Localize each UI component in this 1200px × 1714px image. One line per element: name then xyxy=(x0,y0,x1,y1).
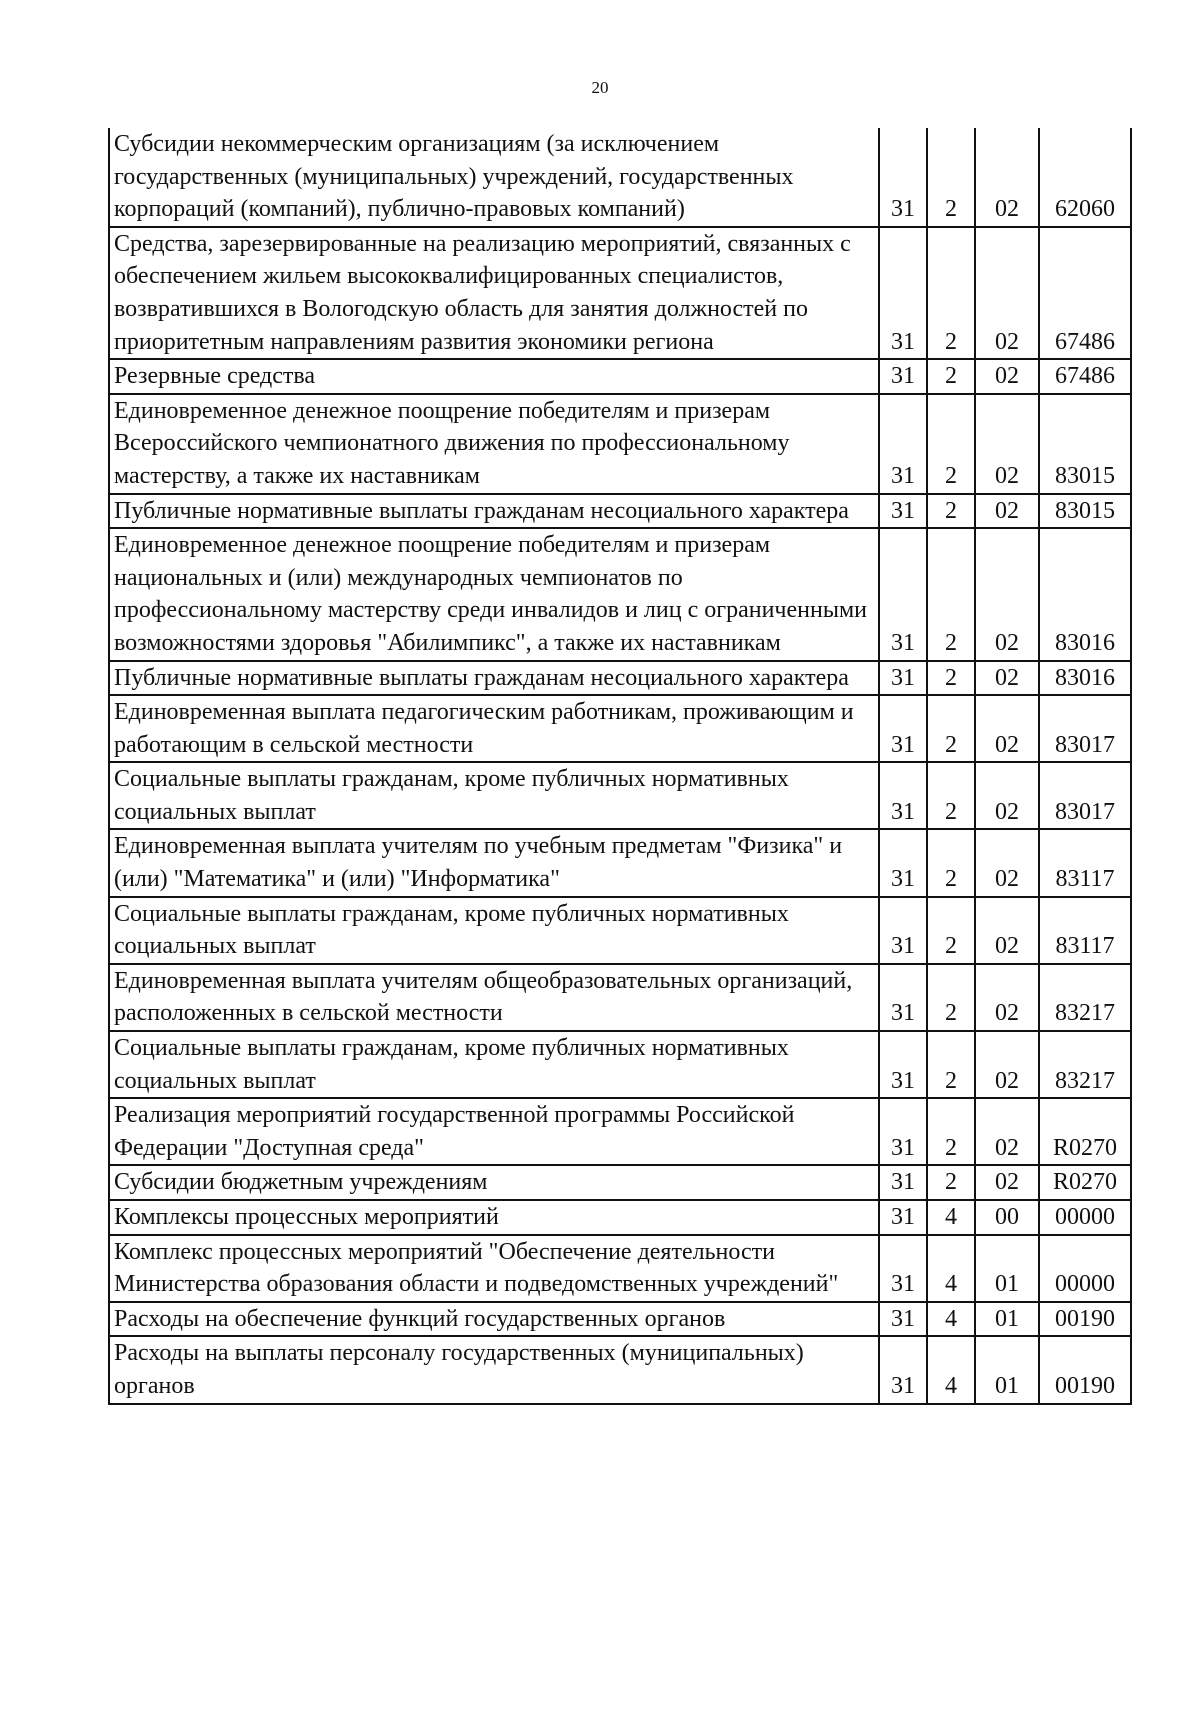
code-cell-4: 83017 xyxy=(1039,762,1131,829)
table-row xyxy=(109,1302,1131,1337)
code-cell-1: 31 xyxy=(879,829,927,896)
table-row xyxy=(109,1031,1131,1098)
code-cell-4: 00000 xyxy=(1039,1200,1131,1235)
code-cell-4: 83016 xyxy=(1039,661,1131,696)
row-name-cell: Реализация мероприятий государственной программы Российской Федерации "Доступная среда" xyxy=(109,1098,879,1165)
table-row xyxy=(109,494,1131,529)
table-row xyxy=(109,1235,1131,1302)
code-cell-2: 4 xyxy=(927,1200,975,1235)
code-cell-4: 83117 xyxy=(1039,829,1131,896)
code-cell-2: 2 xyxy=(927,1031,975,1098)
code-cell-2: 2 xyxy=(927,227,975,359)
code-cell-3: 02 xyxy=(975,829,1039,896)
code-cell-1: 31 xyxy=(879,1336,927,1403)
code-cell-4: 83217 xyxy=(1039,964,1131,1031)
row-name-cell: Единовременное денежное поощрение победителям и призерам Всероссийского чемпионатного движения по профессиональному мастерству, а также их наставникам xyxy=(109,394,879,494)
code-cell-4: 83015 xyxy=(1039,494,1131,529)
code-cell-3: 02 xyxy=(975,528,1039,660)
code-cell-1: 31 xyxy=(879,897,927,964)
code-cell-3: 02 xyxy=(975,494,1039,529)
row-name-cell: Расходы на выплаты персоналу государственных (муниципальных) органов xyxy=(109,1336,879,1403)
code-cell-1: 31 xyxy=(879,1302,927,1337)
code-cell-3: 02 xyxy=(975,762,1039,829)
code-cell-1: 31 xyxy=(879,1200,927,1235)
code-cell-1: 31 xyxy=(879,1235,927,1302)
code-cell-4: 62060 xyxy=(1039,128,1131,227)
code-cell-3: 02 xyxy=(975,695,1039,762)
table-row xyxy=(109,661,1131,696)
code-cell-3: 01 xyxy=(975,1235,1039,1302)
code-cell-1: 31 xyxy=(879,227,927,359)
code-cell-2: 2 xyxy=(927,1098,975,1165)
code-cell-2: 2 xyxy=(927,1165,975,1200)
code-cell-3: 02 xyxy=(975,394,1039,494)
code-cell-2: 2 xyxy=(927,128,975,227)
code-cell-4: 83217 xyxy=(1039,1031,1131,1098)
code-cell-3: 02 xyxy=(975,1031,1039,1098)
table-row xyxy=(109,1336,1131,1403)
table-row xyxy=(109,964,1131,1031)
code-cell-4: 67486 xyxy=(1039,227,1131,359)
row-name-cell: Единовременная выплата учителям по учебным предметам "Физика" и (или) "Математика" и (или) "Информатика" xyxy=(109,829,879,896)
code-cell-4: 83015 xyxy=(1039,394,1131,494)
code-cell-1: 31 xyxy=(879,1098,927,1165)
code-cell-3: 02 xyxy=(975,227,1039,359)
table-row xyxy=(109,1165,1131,1200)
code-cell-1: 31 xyxy=(879,128,927,227)
code-cell-4: R0270 xyxy=(1039,1098,1131,1165)
table-row xyxy=(109,528,1131,660)
code-cell-1: 31 xyxy=(879,1165,927,1200)
code-cell-1: 31 xyxy=(879,394,927,494)
code-cell-2: 2 xyxy=(927,695,975,762)
code-cell-4: 67486 xyxy=(1039,359,1131,394)
code-cell-3: 02 xyxy=(975,1165,1039,1200)
code-cell-3: 02 xyxy=(975,897,1039,964)
code-cell-1: 31 xyxy=(879,661,927,696)
table-row xyxy=(109,128,1131,227)
table-row xyxy=(109,829,1131,896)
row-name-cell: Социальные выплаты гражданам, кроме публичных нормативных социальных выплат xyxy=(109,762,879,829)
row-name-cell: Средства, зарезервированные на реализацию мероприятий, связанных с обеспечением жильем высококвалифицированных специалистов, возвратившихся в Вологодскую область для занятия должностей по приоритетным направлениям развития экономики региона xyxy=(109,227,879,359)
code-cell-3: 02 xyxy=(975,661,1039,696)
table-row xyxy=(109,394,1131,494)
row-name-cell: Единовременное денежное поощрение победителям и призерам национальных и (или) международных чемпионатов по профессиональному мастерству среди инвалидов и лиц с ограниченными возможностями здоровья "Абилимпикс", а также их наставникам xyxy=(109,528,879,660)
row-name-cell: Социальные выплаты гражданам, кроме публичных нормативных социальных выплат xyxy=(109,897,879,964)
code-cell-1: 31 xyxy=(879,695,927,762)
table-row xyxy=(109,695,1131,762)
code-cell-1: 31 xyxy=(879,762,927,829)
code-cell-2: 2 xyxy=(927,964,975,1031)
code-cell-3: 02 xyxy=(975,964,1039,1031)
budget-classification-table xyxy=(108,128,1132,1405)
code-cell-4: 83016 xyxy=(1039,528,1131,660)
code-cell-3: 02 xyxy=(975,359,1039,394)
row-name-cell: Единовременная выплата учителям общеобразовательных организаций, расположенных в сельской местности xyxy=(109,964,879,1031)
code-cell-3: 02 xyxy=(975,1098,1039,1165)
code-cell-4: 00000 xyxy=(1039,1235,1131,1302)
code-cell-2: 2 xyxy=(927,897,975,964)
code-cell-1: 31 xyxy=(879,359,927,394)
row-name-cell: Публичные нормативные выплаты гражданам несоциального характера xyxy=(109,661,879,696)
code-cell-4: 83017 xyxy=(1039,695,1131,762)
table-body xyxy=(109,128,1131,1404)
row-name-cell: Резервные средства xyxy=(109,359,879,394)
code-cell-2: 2 xyxy=(927,762,975,829)
code-cell-2: 2 xyxy=(927,359,975,394)
code-cell-2: 2 xyxy=(927,528,975,660)
code-cell-4: 83117 xyxy=(1039,897,1131,964)
table-row xyxy=(109,359,1131,394)
code-cell-2: 2 xyxy=(927,394,975,494)
row-name-cell: Субсидии бюджетным учреждениям xyxy=(109,1165,879,1200)
row-name-cell: Субсидии некоммерческим организациям (за исключением государственных (муниципальных) учреждений, государственных корпораций (компаний), публично-правовых компаний) xyxy=(109,128,879,227)
table-row xyxy=(109,762,1131,829)
code-cell-3: 01 xyxy=(975,1302,1039,1337)
row-name-cell: Комплексы процессных мероприятий xyxy=(109,1200,879,1235)
code-cell-1: 31 xyxy=(879,964,927,1031)
code-cell-1: 31 xyxy=(879,528,927,660)
code-cell-4: 00190 xyxy=(1039,1336,1131,1403)
table-row xyxy=(109,227,1131,359)
code-cell-2: 4 xyxy=(927,1302,975,1337)
code-cell-2: 4 xyxy=(927,1235,975,1302)
code-cell-2: 2 xyxy=(927,829,975,896)
code-cell-4: 00190 xyxy=(1039,1302,1131,1337)
row-name-cell: Публичные нормативные выплаты гражданам несоциального характера xyxy=(109,494,879,529)
code-cell-3: 00 xyxy=(975,1200,1039,1235)
code-cell-3: 01 xyxy=(975,1336,1039,1403)
row-name-cell: Социальные выплаты гражданам, кроме публичных нормативных социальных выплат xyxy=(109,1031,879,1098)
code-cell-3: 02 xyxy=(975,128,1039,227)
page-number: 20 xyxy=(591,78,609,97)
code-cell-2: 2 xyxy=(927,494,975,529)
row-name-cell: Единовременная выплата педагогическим работникам, проживающим и работающим в сельской местности xyxy=(109,695,879,762)
row-name-cell: Расходы на обеспечение функций государственных органов xyxy=(109,1302,879,1337)
code-cell-2: 2 xyxy=(927,661,975,696)
table-row xyxy=(109,1200,1131,1235)
code-cell-1: 31 xyxy=(879,1031,927,1098)
code-cell-2: 4 xyxy=(927,1336,975,1403)
row-name-cell: Комплекс процессных мероприятий "Обеспечение деятельности Министерства образования области и подведомственных учреждений" xyxy=(109,1235,879,1302)
code-cell-4: R0270 xyxy=(1039,1165,1131,1200)
table-row xyxy=(109,1098,1131,1165)
table-row xyxy=(109,897,1131,964)
code-cell-1: 31 xyxy=(879,494,927,529)
